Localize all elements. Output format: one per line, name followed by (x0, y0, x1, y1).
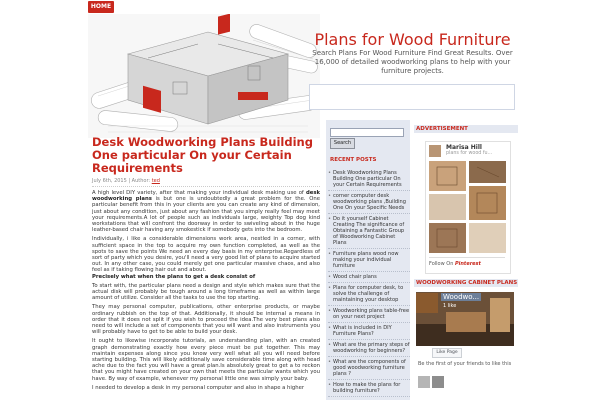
pinterest-user-name[interactable]: Marisa Hill (446, 144, 482, 151)
facebook-friend-avatars (418, 376, 512, 390)
home-nav-button[interactable]: HOME (88, 1, 114, 13)
recent-post-link[interactable]: • corner computer desk woodworking plans ,Building One On your Specific Needs (328, 191, 410, 214)
recent-post-link[interactable]: • Do it yourself Cabinet Creating The significance of Obtaining a Fantastic Group of Woodworking Cabinet Plans (328, 214, 410, 249)
post-date: July 6th, 2015 (92, 178, 127, 184)
recent-post-link[interactable]: • How to make the plans for building furniture? (328, 380, 410, 397)
post-p1-end: is but one is undoubtedly a great problem for the. One particular benefit from this in your clients are you can create any kind of dimension, just about any condition, just about any fashion that you simply really feel may meet your requirements.A lot of people such as individuals large, weighty Top dog kind workstations that will confront the doorway in order to swiveling about in the huge leather-based chair having any smokestick if somebody gets into the bedroom. (92, 196, 320, 234)
recent-post-link[interactable]: • Wood chair plans (328, 272, 410, 283)
site-title[interactable]: Plans for Wood Furniture (314, 30, 511, 49)
main-post (92, 136, 320, 394)
avatar[interactable] (429, 145, 441, 157)
header-house-illustration (88, 14, 320, 138)
header-ad-box (309, 84, 515, 110)
post-meta (92, 178, 320, 187)
house-plan-icon (88, 14, 320, 138)
post-author-prefix: | Author: (128, 178, 151, 184)
top-nav (0, 0, 600, 14)
advertisement-heading: ADVERTISEMENT (414, 125, 518, 133)
post-paragraph: I needed to develop a desk in my personal computer and also in shape a higher (92, 384, 305, 391)
post-p1-bold: desk woodworking plans (92, 190, 320, 203)
post-p2: Individually, i like a considerable dimensions work area, nestled in a corner, with sufficient space in the top to acquire my own function completed, as well as the spots to save the points We need an every day basis in my enterprise.Regardless of sort of party which you desire, you'll need a very good list of plans to acquire started out. In any other case, you could merely get one particular massive chaos, and also feel as if taking flowing hair out and about. (92, 236, 320, 274)
post-paragraph (92, 190, 320, 233)
recent-post-link[interactable]: • What are the primary steps of woodworking for beginners? (328, 340, 410, 357)
post-body (92, 190, 320, 391)
recent-post-link[interactable]: • Woodworking plans table-free on your next project (328, 306, 410, 323)
recent-post-link[interactable]: • Desk Woodworking Plans Building One particular On your Certain Requirements (328, 168, 410, 191)
facebook-like-count: 1 like (443, 303, 457, 309)
recent-posts-list (328, 168, 410, 397)
post-paragraph: They may personal computer, publications, other enterprise products, or maybe ordinary rubbish on the top of that. Additionally, it should be internal a means in order that it does not split if you wish to proceed the idea.The very best plans also need to will include a set of components that you will want and also instruments you will probably have to get to be able to build your desk. (92, 304, 320, 336)
post-p1-start: A high level DIY variety, after that making your individual desk making use of (92, 190, 306, 196)
recent-post-link[interactable]: • Plans for computer desk, to solve the challenge of maintaining your desktop (328, 283, 410, 306)
pinterest-board-name[interactable]: plans for wood fu... (446, 151, 493, 156)
pinterest-follow-button[interactable] (429, 257, 505, 269)
facebook-page-widget[interactable] (414, 292, 516, 400)
recent-post-link[interactable]: • Furniture plans wood now making your individual furniture (328, 249, 410, 272)
site-description: Search Plans For Wood Furniture Find Great Results. Over 16,000 of detailed woodworking plans to help with your furniture projects. (312, 49, 513, 75)
post-paragraph: To start with, the particular plans need a design and style which makes sure that the actual disk will probably be tough around a long timeframe as well as within large amount of utilize. Consider all the tasks to use the top starting. (92, 282, 320, 302)
pinterest-widget[interactable] (425, 141, 511, 274)
post-author-link[interactable]: ted (151, 178, 160, 184)
recent-post-link[interactable]: • What is included in DIY Furniture Plans? (328, 323, 410, 340)
recent-posts-heading: RECENT POSTS (330, 157, 377, 163)
pinterest-pin-grid[interactable] (429, 161, 507, 255)
follow-label: Follow On (429, 261, 454, 267)
pinterest-brand: Pinterest (454, 261, 481, 267)
facebook-social-text: Be the first of your friends to like this (418, 361, 512, 367)
post-paragraph (92, 236, 320, 279)
search-input[interactable] (330, 128, 404, 137)
post-paragraph: It ought to likewise incorporate tutorials, an understanding plan, with an created graph demonstrating exactly how every piece must be put together. This may maintain expenses along since you know very well what all you will need before starting building. This will likely additionally save considerable time along with head ache due to the fact you will have a great plan.Is absolutely great to get a to reckon that you might have created on your own that meets the particular wants which you have. By way of example, whenever my personal little one was simply your baby. (92, 338, 320, 382)
search-button[interactable]: Search (330, 138, 355, 149)
facebook-like-button[interactable]: Like Page (432, 348, 462, 358)
post-title[interactable]: Desk Woodworking Plans Building One particular On your Certain Requirements (92, 135, 313, 175)
facebook-page-title[interactable]: Woodwo... (443, 293, 480, 301)
post-subheading: Precisely what when the plans to get a desk consist of (92, 273, 256, 280)
woodworking-cabinet-heading: WOODWORKING CABINET PLANS (416, 280, 518, 286)
recent-post-link[interactable]: • What are the components of good woodworking furniture plans ? (328, 357, 410, 380)
facebook-page-thumbnail[interactable] (416, 293, 438, 313)
